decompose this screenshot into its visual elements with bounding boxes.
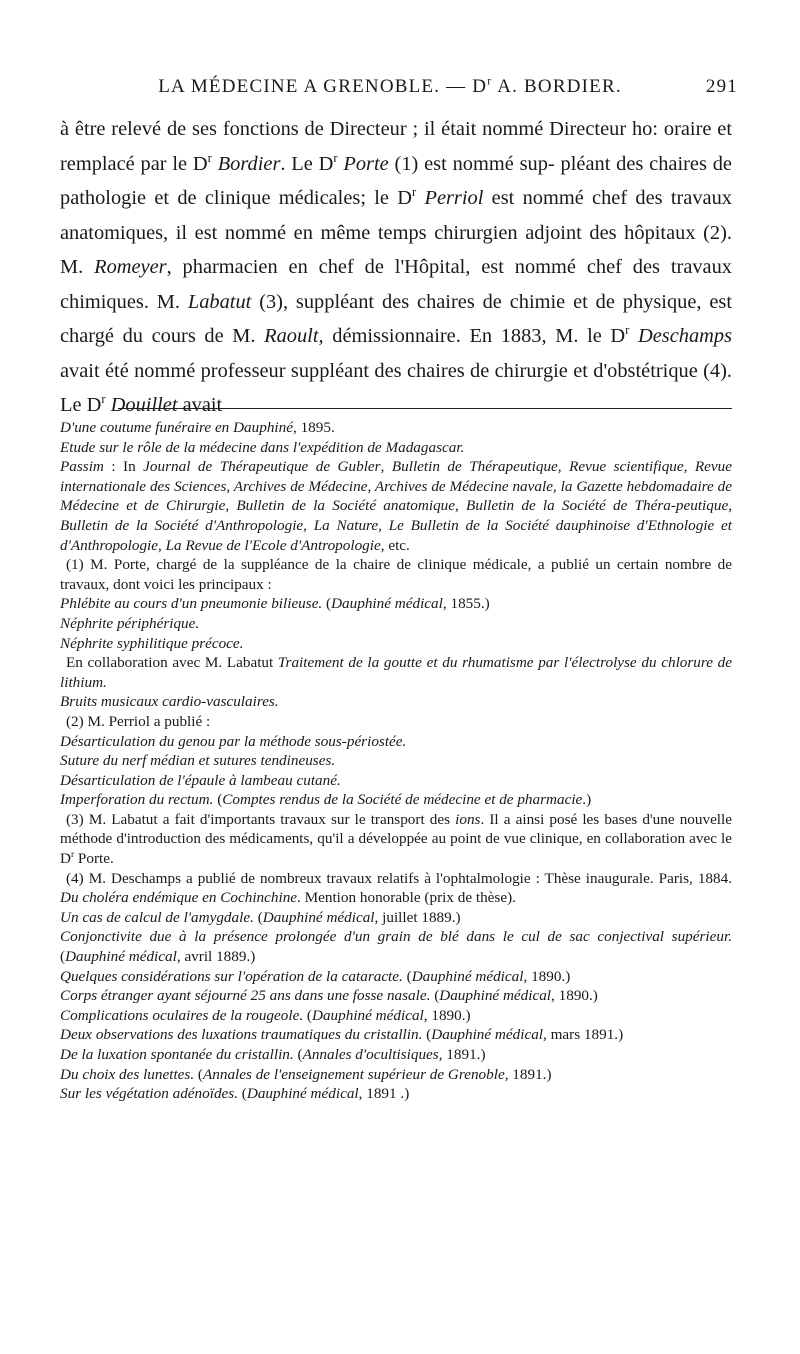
- footnote-line: Néphrite périphérique.: [60, 614, 200, 632]
- person-name: Deschamps: [638, 325, 733, 347]
- footnote-line: Néphrite syphilitique précoce.: [60, 634, 244, 652]
- footnote-line: En collaboration avec M. Labatut Traitement de la goutte et du rhumatisme par l'électrolyse du chlorure de lithium.: [60, 654, 732, 691]
- footnote-2: (2) M. Perriol a publié :: [66, 712, 211, 730]
- footnote-line: Bruits musicaux cardio-vasculaires.: [60, 693, 279, 711]
- footnote-line: Passim : In Journal de Thérapeutique de Gubler, Bulletin de Thérapeutique, Revue scientifique, Revue internationale des Sciences, Archives de Médecine, Archives de Médecine navale, la Gazette hebdomadaire de Médecine et de Chirurgie, Bulletin de la Société anatomique, Bulletin de la Société de Théra-peutique, Bulletin de la Société d'Anthropologie, La Nature, Le Bulletin de la Société dauphinoise d'Ethnologie et d'Anthropologie, La Revue de l'Ecole d'Antropologie, etc.: [60, 458, 733, 554]
- footnote-line: Un cas de calcul de l'amygdale. (Dauphiné médical, juillet 1889.): [60, 908, 461, 926]
- running-title: LA MÉDECINE A GRENOBLE. — $D^r$ A. BORDIER.: [158, 74, 622, 97]
- footnote-line: Désarticulation de l'épaule à lambeau cutané.: [60, 771, 341, 789]
- person-name: Bordier: [217, 152, 281, 175]
- footnote-line: Deux observations des luxations traumatiques du cristallin. (Dauphiné médical, mars 1891.): [60, 1026, 624, 1044]
- footnote-line: Suture du nerf médian et sutures tendineuses.: [60, 752, 336, 770]
- footnote-line: Corps étranger ayant séjourné 25 ans dans une fosse nasale. (Dauphiné médical, 1890.): [60, 987, 598, 1005]
- footnote-line: Etude sur le rôle de la médecine dans l'expédition de Madagascar.: [60, 438, 465, 456]
- footnote-separator: [118, 408, 732, 409]
- footnote-line: D'une coutume funéraire en Dauphiné, 1895.: [60, 419, 335, 436]
- footnote-line: Sur les végétation adénoïdes. (Dauphiné médical, 1891 .): [60, 1085, 410, 1103]
- main-body-text: [60, 112, 732, 423]
- footnote-3: (3) M. Labatut a fait d'importants travaux sur le transport des ions. Il a ainsi posé les bases d'une nouvelle méthode d'introduction des médicaments, qu'il a développée au point de vue clinique, en collaboration avec le $D^r$ Porte.: [60, 810, 732, 868]
- footnote-line: Phlébite au cours d'un pneumonie bilieuse. (Dauphiné médical, 1855.): [60, 595, 490, 613]
- footnote-line: Du choix des lunettes. (Annales de l'enseignement supérieur de Grenoble, 1891.): [60, 1065, 552, 1083]
- footnote-4: (4) M. Deschamps a publié de nombreux travaux relatifs à l'ophtalmologie : Thèse inaugurale. Paris, 1884. Du choléra endémique en Cochinchine. Mention honorable (prix de thèse).: [60, 869, 732, 907]
- footnote-line: De la luxation spontanée du cristallin. (Annales d'ocultisiques, 1891.): [60, 1046, 486, 1063]
- footnote-line: Désarticulation du genou par la méthode sous-périostée.: [60, 732, 407, 750]
- person-name: Douillet: [110, 394, 178, 416]
- footnote-line: Quelques considérations sur l'opération de la cataracte. (Dauphiné médical, 1890.): [60, 967, 571, 985]
- page-header: [60, 76, 740, 98]
- person-name: Labatut: [187, 290, 252, 313]
- person-name: Raoult: [264, 325, 319, 347]
- body-paragraph: à être relevé de ses fonctions de Directeur ; il était nommé Directeur ho: oraire et remplacé par le $D^r$ Bordier. Le $D^r$ Porte (1) est nommé sup- pléant des chaires de pathologie et de clinique médicales; le $D^r$ Perriol est nommé chef des travaux anatomiques, il est nommé en même temps chirurgien adjoint des hôpitaux (2). M. Romeyer, pharmacien en chef de l'Hôpital, est nommé chef des travaux chimiques. M. Labatut (3), suppléant des chaires de chimie et de physique, est chargé du cours de M. Raoult, démissionnaire. En 1883, M. le $D^r$ Deschamps avait été nommé professeur suppléant des chaires de chirurgie et d'obstétrique (4). Le $D^r$ Douillet avait: [60, 118, 733, 416]
- person-name: Perriol: [424, 187, 484, 209]
- person-name: Romeyer: [94, 256, 167, 278]
- footnote-line: Complications oculaires de la rougeole. (Dauphiné médical, 1890.): [60, 1006, 471, 1024]
- footnote-1: (1) M. Porte, chargé de la suppléance de la chaire de clinique médicale, a publié un certain nombre de travaux, dont voici les principaux :: [60, 556, 732, 593]
- footnotes: [60, 418, 732, 1104]
- footnote-line: Imperforation du rectum. (Comptes rendus de la Société de médecine et de pharmacie.): [60, 791, 592, 809]
- person-name: Porte: [343, 152, 389, 175]
- footnote-line: Conjonctivite due à la présence prolongée d'un grain de blé dans le cul de sac conjectival supérieur. (Dauphiné médical, avril 1889.): [60, 928, 732, 966]
- page-number: 291: [705, 76, 738, 97]
